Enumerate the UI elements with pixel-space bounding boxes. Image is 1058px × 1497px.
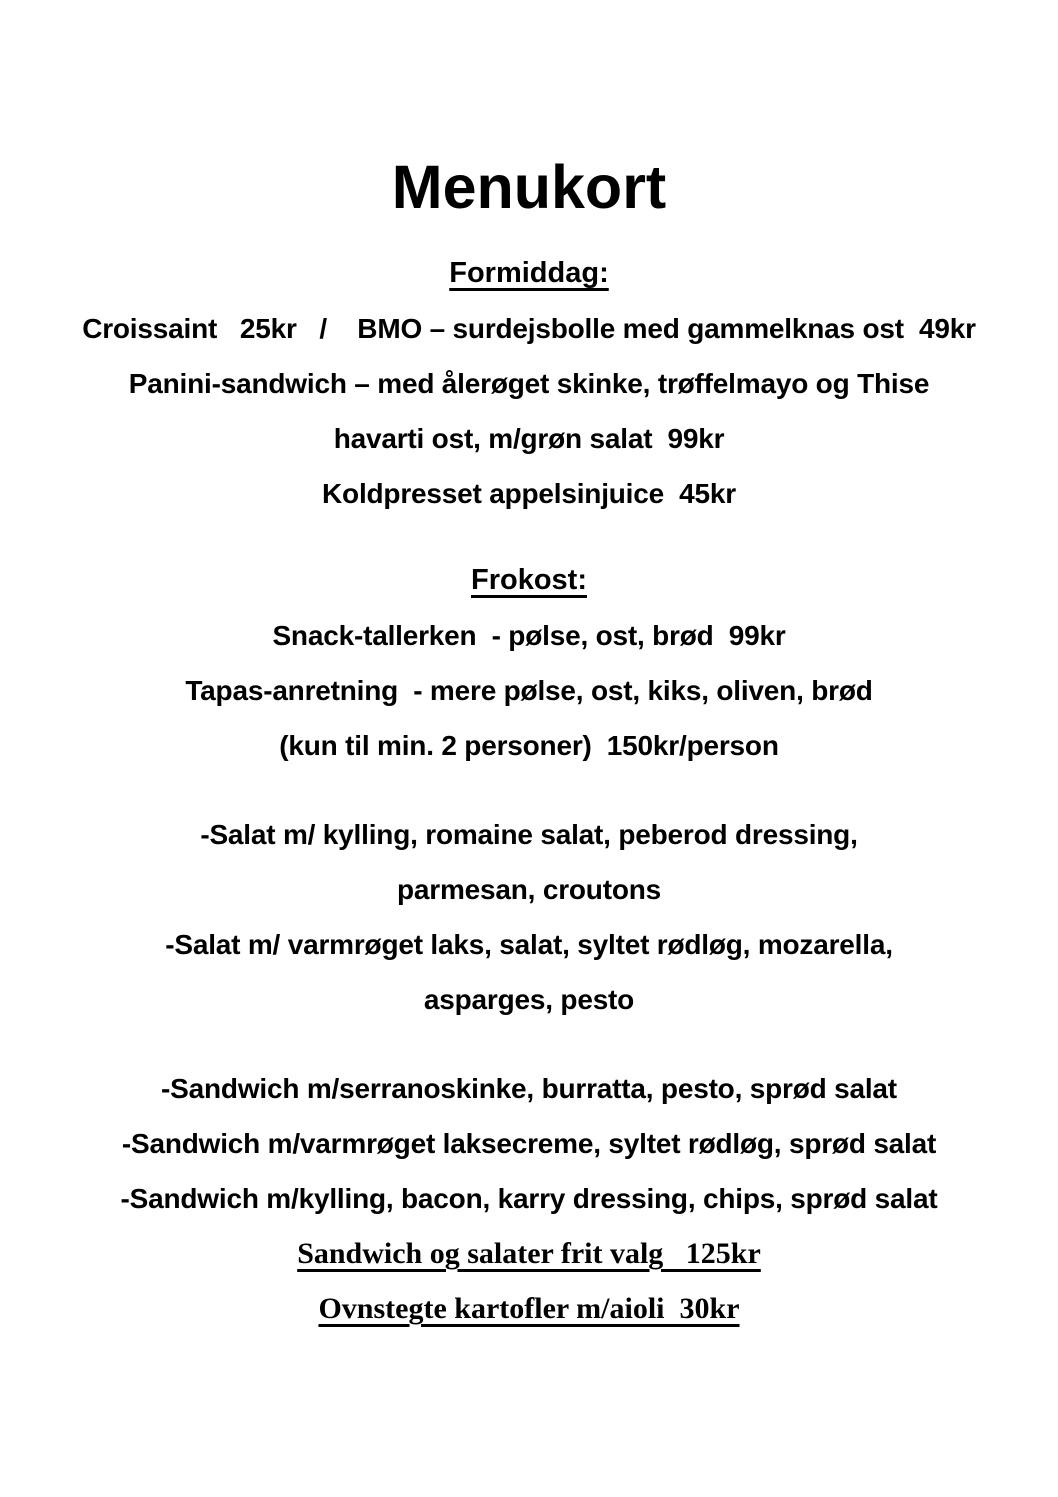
menu-line-panini-cont: havarti ost, m/grøn salat 99kr bbox=[333, 423, 725, 454]
section-heading-formiddag bbox=[0, 246, 1058, 301]
menu-line-sandwich-serrano: -Sandwich m/serranoskinke, burratta, pesto, sprød salat bbox=[161, 1073, 897, 1104]
page-title: Menukort bbox=[391, 153, 667, 221]
menu-line-snack-tallerken: Snack-tallerken - pølse, ost, brød 99kr bbox=[272, 620, 786, 651]
menu-line-croissaint: Croissaint 25kr / BMO – surdejsbolle med gammelknas ost 49kr bbox=[82, 313, 976, 344]
section-heading-formiddag-label: Formiddag: bbox=[449, 257, 609, 289]
menu-line-tapas-note: (kun til min. 2 personer) 150kr/person bbox=[279, 730, 779, 761]
price-line-kartofler bbox=[0, 1281, 1058, 1336]
price-line-frit-valg-label: Sandwich og salater frit valg 125kr bbox=[297, 1237, 761, 1270]
menu-line-salat-laks: -Salat m/ varmrøget laks, salat, syltet rødløg, mozarella, bbox=[165, 929, 893, 960]
section-heading-frokost bbox=[0, 553, 1058, 608]
menu-line-tapas: Tapas-anretning - mere pølse, ost, kiks, oliven, brød bbox=[185, 675, 873, 706]
menu-line-panini: Panini-sandwich – med ålerøget skinke, trøffelmayo og Thise bbox=[128, 368, 930, 399]
menu-line-sandwich-laksecreme: -Sandwich m/varmrøget laksecreme, syltet rødløg, sprød salat bbox=[121, 1128, 937, 1159]
section-spacer bbox=[0, 521, 1058, 553]
menu-line-salat-laks-cont: asparges, pesto bbox=[423, 984, 635, 1015]
price-line-kartofler-label: Ovnstegte kartofler m/aioli 30kr bbox=[318, 1292, 740, 1325]
menu-line-salat-kylling-cont: parmesan, croutons bbox=[396, 874, 662, 905]
price-line-frit-valg bbox=[0, 1226, 1058, 1281]
menu-line-appelsinjuice: Koldpresset appelsinjuice 45kr bbox=[322, 478, 736, 509]
group-spacer bbox=[0, 1027, 1058, 1061]
section-heading-frokost-label: Frokost: bbox=[471, 564, 587, 596]
group-spacer bbox=[0, 773, 1058, 807]
menu-line-salat-kylling: -Salat m/ kylling, romaine salat, peberod dressing, bbox=[200, 819, 858, 850]
menu-line-sandwich-kylling: -Sandwich m/kylling, bacon, karry dressing, chips, sprød salat bbox=[120, 1183, 938, 1214]
